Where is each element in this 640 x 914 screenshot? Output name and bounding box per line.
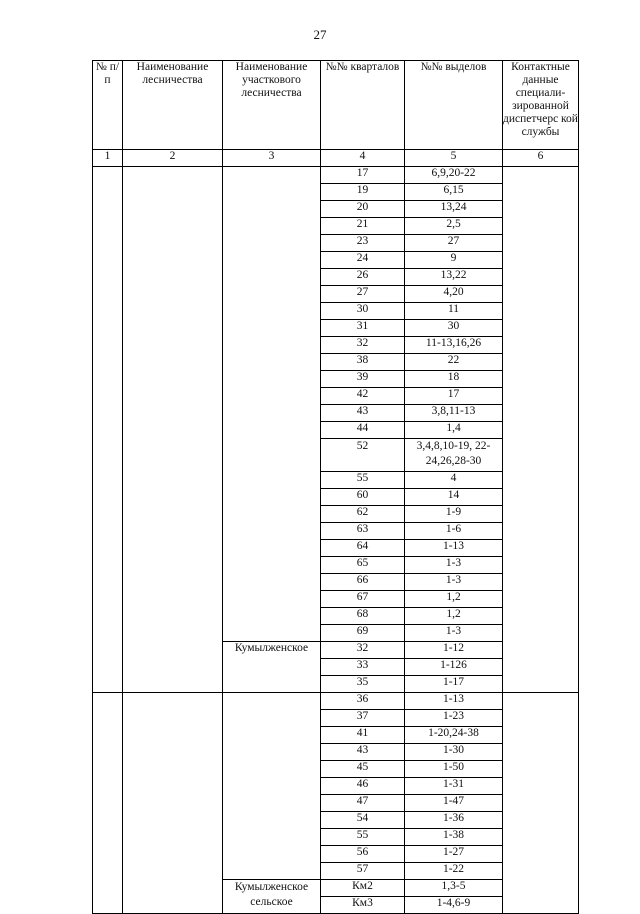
table-body-part2 [93,693,579,914]
allotment-cell: 1-47 [405,795,503,812]
quarter-cell: 65 [321,557,405,574]
district-cell [223,167,321,642]
quarter-cell: 30 [321,303,405,320]
allotment-cell: 2,5 [405,218,503,235]
district-cell [223,693,321,880]
allotment-cell: 1-36 [405,812,503,829]
quarter-cell: 55 [321,829,405,846]
quarter-cell: 17 [321,167,405,184]
allotment-cell: 18 [405,371,503,388]
quarter-cell: 55 [321,472,405,489]
column-number-row [93,150,579,167]
quarter-cell: 47 [321,795,405,812]
allotment-cell: 1,3-5 [405,880,503,897]
quarter-cell: 67 [321,591,405,608]
quarter-cell: 66 [321,574,405,591]
allotment-cell: 3,8,11-13 [405,405,503,422]
header-allotments: №№ выделов [405,61,503,150]
allotment-cell: 1-23 [405,710,503,727]
quarter-cell: 35 [321,676,405,693]
quarter-cell: 45 [321,761,405,778]
contact-cell [503,167,579,693]
allotment-cell: 1-13 [405,540,503,557]
quarter-cell: Км3 [321,897,405,914]
allotment-cell: 11-13,16,26 [405,337,503,354]
quarter-cell: 52 [321,439,405,472]
quarter-cell: 44 [321,422,405,439]
allotment-cell: 1,2 [405,608,503,625]
allotment-cell: 1-4,6-9 [405,897,503,914]
district-name-cell: Кумылженское [223,642,321,693]
quarter-cell: 39 [321,371,405,388]
quarter-cell: 68 [321,608,405,625]
col-number: 6 [503,150,579,167]
table-body-part1 [93,167,579,693]
quarter-cell: 32 [321,337,405,354]
allotment-cell: 1,4 [405,422,503,439]
quarter-cell: 38 [321,354,405,371]
allotment-cell: 6,9,20-22 [405,167,503,184]
header-quarters: №№ кварталов [321,61,405,150]
allotment-cell: 1-27 [405,846,503,863]
quarter-cell: 69 [321,625,405,642]
quarter-cell: 63 [321,523,405,540]
header-forestry: Наименование лесничества [123,61,223,150]
quarter-cell: Км2 [321,880,405,897]
contact-cell [503,693,579,914]
quarter-cell: 27 [321,286,405,303]
col-number: 1 [93,150,123,167]
allotment-cell: 4,20 [405,286,503,303]
allotment-cell: 13,24 [405,201,503,218]
number-cell [93,167,123,693]
quarter-cell: 60 [321,489,405,506]
quarter-cell: 62 [321,506,405,523]
allotment-cell: 27 [405,235,503,252]
quarter-cell: 20 [321,201,405,218]
quarter-cell: 64 [321,540,405,557]
quarter-cell: 46 [321,778,405,795]
col-number: 4 [321,150,405,167]
quarter-cell: 19 [321,184,405,201]
district-name-cell: Кумылженское сельское [223,880,321,914]
quarter-cell: 36 [321,693,405,710]
allotment-cell: 1-6 [405,523,503,540]
quarter-cell: 31 [321,320,405,337]
quarter-cell: 56 [321,846,405,863]
forestry-name-cell [123,167,223,693]
allotment-cell: 11 [405,303,503,320]
col-number: 2 [123,150,223,167]
quarter-cell: 57 [321,863,405,880]
allotment-cell: 1-3 [405,557,503,574]
table-row [93,693,579,710]
allotment-cell: 1-30 [405,744,503,761]
allotment-cell: 1-3 [405,625,503,642]
allotment-cell: 1-20,24-38 [405,727,503,744]
col-number: 5 [405,150,503,167]
allotment-cell: 14 [405,489,503,506]
quarter-cell: 26 [321,269,405,286]
quarter-cell: 33 [321,659,405,676]
forestry-table [92,60,579,914]
number-cell [93,693,123,914]
allotment-cell: 1-22 [405,863,503,880]
quarter-cell: 43 [321,405,405,422]
quarter-cell: 43 [321,744,405,761]
allotment-cell: 1-50 [405,761,503,778]
quarter-cell: 41 [321,727,405,744]
header-number: № п/п [93,61,123,150]
allotment-cell: 1-13 [405,693,503,710]
header-row [93,61,579,150]
forestry-name-cell [123,693,223,914]
allotment-cell: 1-12 [405,642,503,659]
quarter-cell: 54 [321,812,405,829]
allotment-cell: 1-31 [405,778,503,795]
allotment-cell: 1-17 [405,676,503,693]
quarter-cell: 42 [321,388,405,405]
allotment-cell: 1-126 [405,659,503,676]
quarter-cell: 21 [321,218,405,235]
quarter-cell: 32 [321,642,405,659]
col-number: 3 [223,150,321,167]
allotment-cell: 3,4,8,10-19, 22-24,26,28-30 [405,439,503,472]
allotment-cell: 22 [405,354,503,371]
allotment-cell: 13,22 [405,269,503,286]
header-district-forestry: Наименование участкового лесничества [223,61,321,150]
allotment-cell: 1-38 [405,829,503,846]
allotment-cell: 4 [405,472,503,489]
page-number: 27 [313,27,327,42]
table-row [93,167,579,184]
quarter-cell: 23 [321,235,405,252]
allotment-cell: 1-3 [405,574,503,591]
allotment-cell: 9 [405,252,503,269]
allotment-cell: 30 [405,320,503,337]
allotment-cell: 1-9 [405,506,503,523]
quarter-cell: 24 [321,252,405,269]
allotment-cell: 6,15 [405,184,503,201]
allotment-cell: 1,2 [405,591,503,608]
quarter-cell: 37 [321,710,405,727]
allotment-cell: 17 [405,388,503,405]
header-contacts: Контактные данные специали-зированной диспетчерс кой службы [503,61,579,150]
